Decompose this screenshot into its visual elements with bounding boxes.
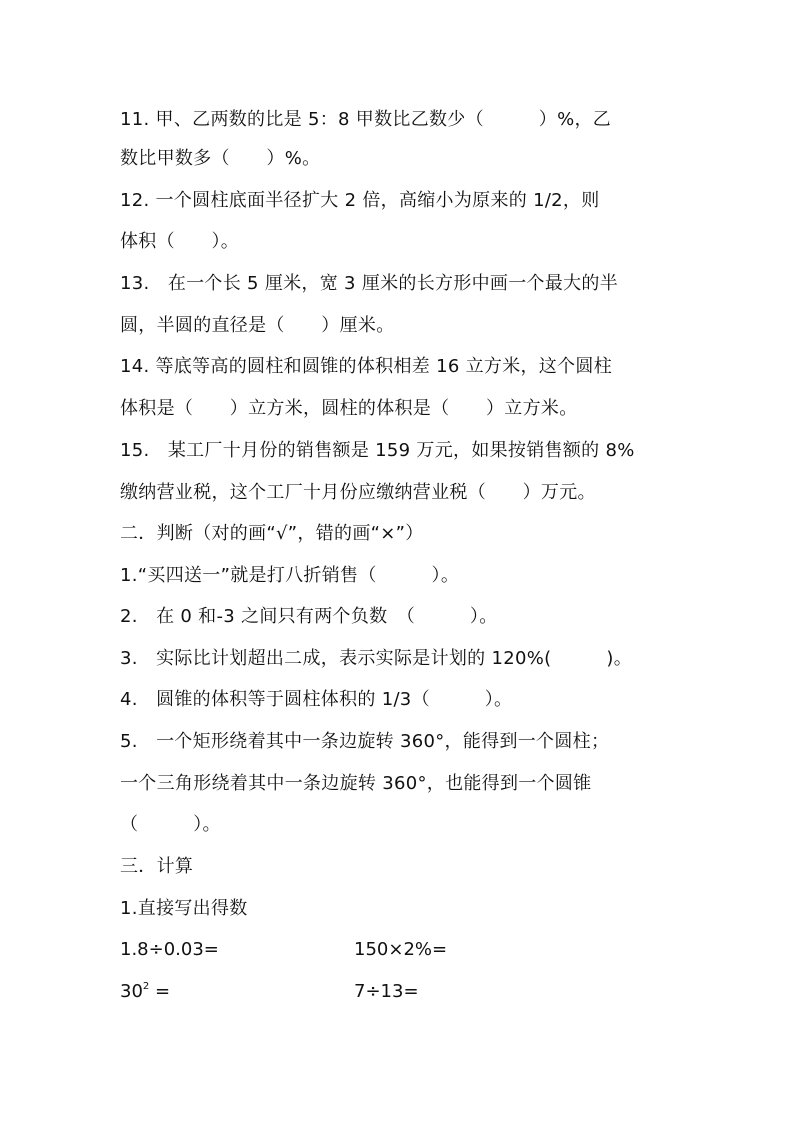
question-15-line-1: 15. 某工厂十月份的销售额是 159 万元，如果按销售额的 8% bbox=[120, 440, 635, 461]
calc-item-1: 1.8÷0.03= bbox=[120, 939, 219, 960]
subsection-1-heading: 1.直接写出得数 bbox=[120, 898, 248, 919]
calc-item-3-equals: = bbox=[149, 981, 171, 1002]
judge-item-5-line-2: 一个三角形绕着其中一条边旋转 360°，也能得到一个圆锥 bbox=[120, 773, 592, 794]
judge-item-1: 1.“买四送一”就是打八折销售（ ）。 bbox=[120, 565, 460, 586]
question-11-line-2: 数比甲数多（ ）%。 bbox=[120, 148, 321, 169]
question-12-line-1: 12. 一个圆柱底面半径扩大 2 倍，高缩小为原来的 1/2，则 bbox=[120, 190, 600, 211]
judge-item-2: 2. 在 0 和-3 之间只有两个负数 （ ）。 bbox=[120, 606, 498, 627]
judge-item-3: 3. 实际比计划超出二成，表示实际是计划的 120%( )。 bbox=[120, 648, 632, 669]
judge-item-5-line-1: 5. 一个矩形绕着其中一条边旋转 360°，能得到一个圆柱； bbox=[120, 731, 610, 752]
judge-item-4: 4. 圆锥的体积等于圆柱体积的 1/3（ ）。 bbox=[120, 689, 513, 710]
question-13-line-2: 圆，半圆的直径是（ ）厘米。 bbox=[120, 315, 395, 336]
calc-item-4: 7÷13= bbox=[354, 981, 419, 1002]
judge-item-5-line-3: （ ）。 bbox=[120, 814, 221, 835]
section-2-heading: 二．判断（对的画“√”，错的画“×”） bbox=[120, 523, 424, 544]
question-12-line-2: 体积（ ）。 bbox=[120, 231, 240, 252]
question-11-line-1: 11. 甲、乙两数的比是 5：8 甲数比乙数少（ ）%，乙 bbox=[120, 109, 612, 130]
calc-item-3-base: 30 bbox=[120, 981, 143, 1002]
question-13-line-1: 13. 在一个长 5 厘米，宽 3 厘米的长方形中画一个最大的半 bbox=[120, 273, 619, 294]
calc-item-2: 150×2%= bbox=[354, 939, 448, 960]
question-14-line-1: 14. 等底等高的圆柱和圆锥的体积相差 16 立方米，这个圆柱 bbox=[120, 356, 612, 377]
question-14-line-2: 体积是（ ）立方米，圆柱的体积是（ ）立方米。 bbox=[120, 398, 578, 419]
section-3-heading: 三．计算 bbox=[120, 856, 194, 877]
calc-item-3-exponent: 2 bbox=[142, 981, 150, 992]
question-15-line-2: 缴纳营业税，这个工厂十月份应缴纳营业税（ ）万元。 bbox=[120, 482, 596, 503]
calc-item-3 bbox=[120, 980, 170, 1004]
